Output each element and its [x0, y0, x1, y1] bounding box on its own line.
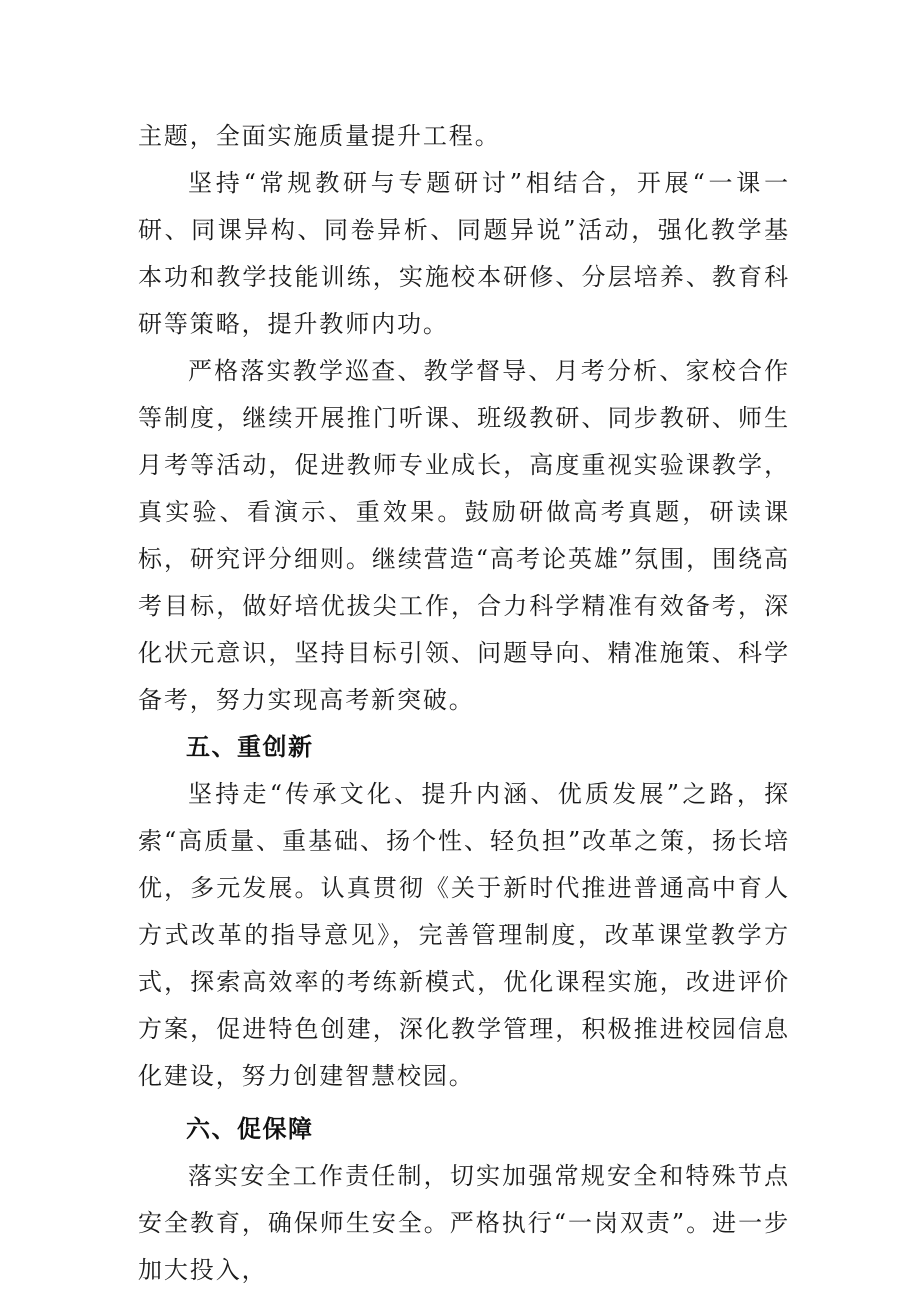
- paragraph-innovation: 坚持走“传承文化、提升内涵、优质发展”之路，探索“高质量、重基础、扬个性、轻负担”改革之策，扬长培优，多元发展。认真贯彻《关于新时代推进普通高中育人方式改革的指导意见》，完善管理制度，改革课堂教学方式，探索高效率的考练新模式，优化课程实施，改进评价方案，促进特色创建，深化教学管理，积极推进校园信息化建设，努力创建智慧校园。: [138, 780, 790, 1090]
- paragraph-safety: 落实安全工作责任制，切实加强常规安全和特殊节点安全教育，确保师生安全。严格执行“一岗双责”。进一步加大投入，: [138, 1162, 790, 1284]
- paragraph-teaching-research: 坚持“常规教研与专题研讨”相结合，开展“一课一研、同课异构、同卷异析、同题异说”活动，强化教学基本功和教学技能训练，实施校本研修、分层培养、教育科研等策略，提升教师内功。: [138, 169, 790, 338]
- section-heading-guarantee: 六、促保障: [186, 1115, 314, 1143]
- paragraph-continuation: 主题，全面实施质量提升工程。: [138, 122, 501, 150]
- paragraph-teaching-management: 严格落实教学巡查、教学督导、月考分析、家校合作等制度，继续开展推门听课、班级教研、同步教研、师生月考等活动，促进教师专业成长，高度重视实验课教学，真实验、看演示、重效果。鼓励研做高考真题，研读课标，研究评分细则。继续营造“高考论英雄”氛围，围绕高考目标，做好培优拔尖工作，合力科学精准有效备考，深化状元意识，坚持目标引领、问题导向、精准施策、科学备考，努力实现高考新突破。: [138, 357, 790, 714]
- document-body: [138, 113, 790, 1294]
- section-heading-innovation: 五、重创新: [186, 733, 314, 761]
